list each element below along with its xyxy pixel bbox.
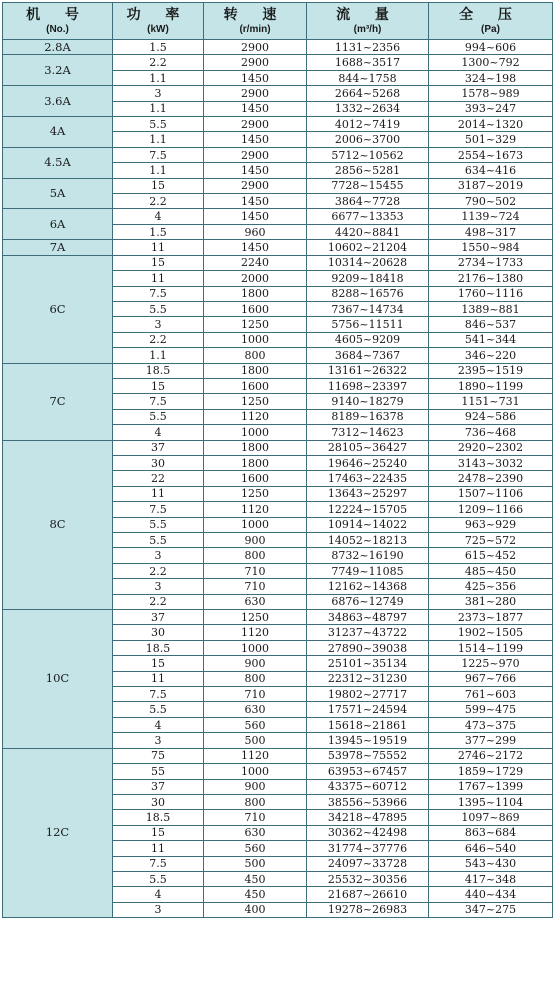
flow-cell: 13161~26322 bbox=[307, 363, 429, 378]
flow-cell: 13643~25297 bbox=[307, 486, 429, 501]
power-cell: 75 bbox=[113, 748, 204, 763]
pressure-cell: 377~299 bbox=[429, 733, 553, 748]
power-cell: 4 bbox=[113, 887, 204, 902]
table-row bbox=[3, 610, 553, 625]
pressure-cell: 381~280 bbox=[429, 594, 553, 609]
pressure-cell: 846~537 bbox=[429, 317, 553, 332]
header-power-label: 功 率 bbox=[126, 6, 190, 23]
pressure-cell: 634~416 bbox=[429, 163, 553, 178]
model-cell: 7A bbox=[3, 240, 113, 255]
header-power bbox=[113, 3, 204, 40]
pressure-cell: 1760~1116 bbox=[429, 286, 553, 301]
flow-cell: 27890~39038 bbox=[307, 640, 429, 655]
table-row bbox=[3, 55, 553, 70]
power-cell: 3 bbox=[113, 733, 204, 748]
power-cell: 7.5 bbox=[113, 687, 204, 702]
header-model-label: 机 号 bbox=[26, 6, 89, 23]
flow-cell: 7312~14623 bbox=[307, 425, 429, 440]
speed-cell: 1120 bbox=[204, 625, 307, 640]
power-cell: 5.5 bbox=[113, 517, 204, 532]
speed-cell: 710 bbox=[204, 579, 307, 594]
pressure-cell: 1097~869 bbox=[429, 810, 553, 825]
pressure-cell: 1389~881 bbox=[429, 301, 553, 316]
speed-cell: 630 bbox=[204, 825, 307, 840]
flow-cell: 4012~7419 bbox=[307, 117, 429, 132]
power-cell: 5.5 bbox=[113, 702, 204, 717]
header-power-unit: (kW) bbox=[147, 23, 169, 35]
header-row bbox=[3, 3, 553, 40]
flow-cell: 63953~67457 bbox=[307, 764, 429, 779]
flow-cell: 34218~47895 bbox=[307, 810, 429, 825]
flow-cell: 25532~30356 bbox=[307, 871, 429, 886]
power-cell: 3 bbox=[113, 548, 204, 563]
pressure-cell: 2014~1320 bbox=[429, 117, 553, 132]
power-cell: 15 bbox=[113, 378, 204, 393]
model-cell: 6A bbox=[3, 209, 113, 240]
power-cell: 5.5 bbox=[113, 117, 204, 132]
power-cell: 2.2 bbox=[113, 332, 204, 347]
model-cell: 4.5A bbox=[3, 147, 113, 178]
power-cell: 3 bbox=[113, 902, 204, 917]
power-cell: 3 bbox=[113, 317, 204, 332]
flow-cell: 25101~35134 bbox=[307, 656, 429, 671]
power-cell: 11 bbox=[113, 240, 204, 255]
table-row bbox=[3, 240, 553, 255]
pressure-cell: 2395~1519 bbox=[429, 363, 553, 378]
power-cell: 30 bbox=[113, 794, 204, 809]
speed-cell: 1600 bbox=[204, 378, 307, 393]
speed-cell: 1250 bbox=[204, 486, 307, 501]
pressure-cell: 2734~1733 bbox=[429, 255, 553, 270]
speed-cell: 2900 bbox=[204, 55, 307, 70]
speed-cell: 1800 bbox=[204, 286, 307, 301]
power-cell: 7.5 bbox=[113, 394, 204, 409]
pressure-cell: 1767~1399 bbox=[429, 779, 553, 794]
power-cell: 11 bbox=[113, 671, 204, 686]
fan-spec-table bbox=[2, 2, 553, 918]
speed-cell: 1450 bbox=[204, 101, 307, 116]
speed-cell: 800 bbox=[204, 548, 307, 563]
power-cell: 7.5 bbox=[113, 856, 204, 871]
table-row bbox=[3, 255, 553, 270]
flow-cell: 2856~5281 bbox=[307, 163, 429, 178]
pressure-cell: 1151~731 bbox=[429, 394, 553, 409]
speed-cell: 2900 bbox=[204, 117, 307, 132]
pressure-cell: 485~450 bbox=[429, 563, 553, 578]
flow-cell: 2664~5268 bbox=[307, 86, 429, 101]
pressure-cell: 790~502 bbox=[429, 194, 553, 209]
power-cell: 30 bbox=[113, 625, 204, 640]
power-cell: 5.5 bbox=[113, 533, 204, 548]
pressure-cell: 3143~3032 bbox=[429, 455, 553, 470]
flow-cell: 17571~24594 bbox=[307, 702, 429, 717]
flow-cell: 30362~42498 bbox=[307, 825, 429, 840]
flow-cell: 844~1758 bbox=[307, 70, 429, 85]
pressure-cell: 725~572 bbox=[429, 533, 553, 548]
speed-cell: 1000 bbox=[204, 332, 307, 347]
flow-cell: 22312~31230 bbox=[307, 671, 429, 686]
model-cell: 3.2A bbox=[3, 55, 113, 86]
flow-cell: 19278~26983 bbox=[307, 902, 429, 917]
speed-cell: 1450 bbox=[204, 70, 307, 85]
pressure-cell: 963~929 bbox=[429, 517, 553, 532]
model-cell: 6C bbox=[3, 255, 113, 363]
power-cell: 11 bbox=[113, 841, 204, 856]
flow-cell: 8288~16576 bbox=[307, 286, 429, 301]
speed-cell: 1000 bbox=[204, 425, 307, 440]
flow-cell: 8189~16378 bbox=[307, 409, 429, 424]
pressure-cell: 543~430 bbox=[429, 856, 553, 871]
power-cell: 1.1 bbox=[113, 348, 204, 363]
power-cell: 15 bbox=[113, 255, 204, 270]
speed-cell: 710 bbox=[204, 687, 307, 702]
pressure-cell: 1395~1104 bbox=[429, 794, 553, 809]
speed-cell: 500 bbox=[204, 733, 307, 748]
flow-cell: 8732~16190 bbox=[307, 548, 429, 563]
pressure-cell: 1902~1505 bbox=[429, 625, 553, 640]
speed-cell: 1450 bbox=[204, 240, 307, 255]
flow-cell: 9209~18418 bbox=[307, 271, 429, 286]
pressure-cell: 615~452 bbox=[429, 548, 553, 563]
speed-cell: 1000 bbox=[204, 517, 307, 532]
flow-cell: 3864~7728 bbox=[307, 194, 429, 209]
pressure-cell: 2478~2390 bbox=[429, 471, 553, 486]
flow-cell: 7749~11085 bbox=[307, 563, 429, 578]
flow-cell: 4420~8841 bbox=[307, 224, 429, 239]
speed-cell: 1120 bbox=[204, 409, 307, 424]
table-row bbox=[3, 147, 553, 162]
pressure-cell: 3187~2019 bbox=[429, 178, 553, 193]
speed-cell: 1250 bbox=[204, 610, 307, 625]
power-cell: 18.5 bbox=[113, 810, 204, 825]
pressure-cell: 2554~1673 bbox=[429, 147, 553, 162]
power-cell: 2.2 bbox=[113, 55, 204, 70]
pressure-cell: 599~475 bbox=[429, 702, 553, 717]
speed-cell: 1120 bbox=[204, 502, 307, 517]
pressure-cell: 501~329 bbox=[429, 132, 553, 147]
pressure-cell: 994~606 bbox=[429, 40, 553, 55]
pressure-cell: 646~540 bbox=[429, 841, 553, 856]
speed-cell: 630 bbox=[204, 702, 307, 717]
power-cell: 15 bbox=[113, 178, 204, 193]
pressure-cell: 417~348 bbox=[429, 871, 553, 886]
pressure-cell: 2373~1877 bbox=[429, 610, 553, 625]
power-cell: 2.2 bbox=[113, 594, 204, 609]
power-cell: 3 bbox=[113, 579, 204, 594]
speed-cell: 400 bbox=[204, 902, 307, 917]
flow-cell: 15618~21861 bbox=[307, 717, 429, 732]
flow-cell: 7367~14734 bbox=[307, 301, 429, 316]
speed-cell: 710 bbox=[204, 810, 307, 825]
power-cell: 7.5 bbox=[113, 147, 204, 162]
speed-cell: 2240 bbox=[204, 255, 307, 270]
model-cell: 3.6A bbox=[3, 86, 113, 117]
pressure-cell: 1578~989 bbox=[429, 86, 553, 101]
watermark-text: 1h.com/1.alibaba.com bbox=[292, 945, 436, 959]
speed-cell: 2900 bbox=[204, 147, 307, 162]
flow-cell: 12162~14368 bbox=[307, 579, 429, 594]
speed-cell: 1000 bbox=[204, 764, 307, 779]
power-cell: 4 bbox=[113, 209, 204, 224]
power-cell: 1.1 bbox=[113, 163, 204, 178]
table-row bbox=[3, 748, 553, 763]
table-row bbox=[3, 178, 553, 193]
power-cell: 1.1 bbox=[113, 70, 204, 85]
power-cell: 18.5 bbox=[113, 363, 204, 378]
power-cell: 4 bbox=[113, 425, 204, 440]
power-cell: 15 bbox=[113, 825, 204, 840]
speed-cell: 900 bbox=[204, 656, 307, 671]
pressure-cell: 473~375 bbox=[429, 717, 553, 732]
power-cell: 18.5 bbox=[113, 640, 204, 655]
pressure-cell: 1507~1106 bbox=[429, 486, 553, 501]
flow-cell: 28105~36427 bbox=[307, 440, 429, 455]
header-flow-unit: (m³/h) bbox=[353, 23, 382, 35]
pressure-cell: 393~247 bbox=[429, 101, 553, 116]
pressure-cell: 1550~984 bbox=[429, 240, 553, 255]
flow-cell: 10314~20628 bbox=[307, 255, 429, 270]
pressure-cell: 347~275 bbox=[429, 902, 553, 917]
flow-cell: 4605~9209 bbox=[307, 332, 429, 347]
pressure-cell: 1139~724 bbox=[429, 209, 553, 224]
power-cell: 5.5 bbox=[113, 409, 204, 424]
flow-cell: 53978~75552 bbox=[307, 748, 429, 763]
flow-cell: 14052~18213 bbox=[307, 533, 429, 548]
header-pressure-label: 全 压 bbox=[459, 6, 522, 23]
model-cell: 8C bbox=[3, 440, 113, 609]
power-cell: 7.5 bbox=[113, 286, 204, 301]
power-cell: 1.5 bbox=[113, 40, 204, 55]
power-cell: 30 bbox=[113, 455, 204, 470]
model-cell: 5A bbox=[3, 178, 113, 209]
pressure-cell: 425~356 bbox=[429, 579, 553, 594]
model-cell: 4A bbox=[3, 117, 113, 148]
flow-cell: 24097~33728 bbox=[307, 856, 429, 871]
pressure-cell: 1890~1199 bbox=[429, 378, 553, 393]
flow-cell: 1131~2356 bbox=[307, 40, 429, 55]
speed-cell: 630 bbox=[204, 594, 307, 609]
power-cell: 1.1 bbox=[113, 101, 204, 116]
speed-cell: 1600 bbox=[204, 471, 307, 486]
power-cell: 11 bbox=[113, 271, 204, 286]
header-flow bbox=[307, 3, 429, 40]
pressure-cell: 761~603 bbox=[429, 687, 553, 702]
header-speed-label: 转 速 bbox=[223, 6, 287, 23]
speed-cell: 800 bbox=[204, 794, 307, 809]
model-cell: 10C bbox=[3, 610, 113, 749]
header-speed-unit: (r/min) bbox=[239, 23, 271, 35]
flow-cell: 10914~14022 bbox=[307, 517, 429, 532]
speed-cell: 900 bbox=[204, 779, 307, 794]
power-cell: 3 bbox=[113, 86, 204, 101]
power-cell: 15 bbox=[113, 656, 204, 671]
power-cell: 4 bbox=[113, 717, 204, 732]
table-body bbox=[3, 40, 553, 918]
flow-cell: 1688~3517 bbox=[307, 55, 429, 70]
speed-cell: 450 bbox=[204, 887, 307, 902]
speed-cell: 1800 bbox=[204, 455, 307, 470]
power-cell: 37 bbox=[113, 610, 204, 625]
pressure-cell: 2920~2302 bbox=[429, 440, 553, 455]
speed-cell: 1800 bbox=[204, 440, 307, 455]
power-cell: 2.2 bbox=[113, 563, 204, 578]
flow-cell: 19646~25240 bbox=[307, 455, 429, 470]
flow-cell: 34863~48797 bbox=[307, 610, 429, 625]
pressure-cell: 1209~1166 bbox=[429, 502, 553, 517]
model-cell: 12C bbox=[3, 748, 113, 917]
flow-cell: 6677~13353 bbox=[307, 209, 429, 224]
header-pressure bbox=[429, 3, 553, 40]
pressure-cell: 1859~1729 bbox=[429, 764, 553, 779]
flow-cell: 12224~15705 bbox=[307, 502, 429, 517]
pressure-cell: 1300~792 bbox=[429, 55, 553, 70]
speed-cell: 800 bbox=[204, 348, 307, 363]
flow-cell: 9140~18279 bbox=[307, 394, 429, 409]
speed-cell: 1450 bbox=[204, 209, 307, 224]
pressure-cell: 1225~970 bbox=[429, 656, 553, 671]
flow-cell: 43375~60712 bbox=[307, 779, 429, 794]
power-cell: 37 bbox=[113, 779, 204, 794]
flow-cell: 6876~12749 bbox=[307, 594, 429, 609]
pressure-cell: 440~434 bbox=[429, 887, 553, 902]
pressure-cell: 736~468 bbox=[429, 425, 553, 440]
pressure-cell: 863~684 bbox=[429, 825, 553, 840]
speed-cell: 900 bbox=[204, 533, 307, 548]
flow-cell: 21687~26610 bbox=[307, 887, 429, 902]
table-row bbox=[3, 209, 553, 224]
flow-cell: 17463~22435 bbox=[307, 471, 429, 486]
header-pressure-unit: (Pa) bbox=[481, 23, 500, 35]
speed-cell: 1250 bbox=[204, 394, 307, 409]
header-flow-label: 流 量 bbox=[336, 6, 399, 23]
power-cell: 2.2 bbox=[113, 194, 204, 209]
table-row bbox=[3, 363, 553, 378]
model-cell: 7C bbox=[3, 363, 113, 440]
speed-cell: 2000 bbox=[204, 271, 307, 286]
flow-cell: 2006~3700 bbox=[307, 132, 429, 147]
pressure-cell: 541~344 bbox=[429, 332, 553, 347]
flow-cell: 1332~2634 bbox=[307, 101, 429, 116]
speed-cell: 1450 bbox=[204, 132, 307, 147]
speed-cell: 1600 bbox=[204, 301, 307, 316]
speed-cell: 560 bbox=[204, 841, 307, 856]
pressure-cell: 924~586 bbox=[429, 409, 553, 424]
pressure-cell: 324~198 bbox=[429, 70, 553, 85]
speed-cell: 450 bbox=[204, 871, 307, 886]
table-row bbox=[3, 117, 553, 132]
flow-cell: 10602~21204 bbox=[307, 240, 429, 255]
speed-cell: 1800 bbox=[204, 363, 307, 378]
pressure-cell: 1514~1199 bbox=[429, 640, 553, 655]
flow-cell: 5756~11511 bbox=[307, 317, 429, 332]
speed-cell: 2900 bbox=[204, 40, 307, 55]
flow-cell: 5712~10562 bbox=[307, 147, 429, 162]
pressure-cell: 498~317 bbox=[429, 224, 553, 239]
power-cell: 22 bbox=[113, 471, 204, 486]
table-header bbox=[3, 3, 553, 40]
speed-cell: 560 bbox=[204, 717, 307, 732]
flow-cell: 19802~27717 bbox=[307, 687, 429, 702]
power-cell: 11 bbox=[113, 486, 204, 501]
flow-cell: 13945~19519 bbox=[307, 733, 429, 748]
power-cell: 1.5 bbox=[113, 224, 204, 239]
power-cell: 55 bbox=[113, 764, 204, 779]
pressure-cell: 2746~2172 bbox=[429, 748, 553, 763]
power-cell: 1.1 bbox=[113, 132, 204, 147]
pressure-cell: 346~220 bbox=[429, 348, 553, 363]
power-cell: 5.5 bbox=[113, 871, 204, 886]
speed-cell: 1120 bbox=[204, 748, 307, 763]
flow-cell: 31774~37776 bbox=[307, 841, 429, 856]
power-cell: 37 bbox=[113, 440, 204, 455]
speed-cell: 1450 bbox=[204, 163, 307, 178]
speed-cell: 710 bbox=[204, 563, 307, 578]
pressure-cell: 2176~1380 bbox=[429, 271, 553, 286]
speed-cell: 500 bbox=[204, 856, 307, 871]
speed-cell: 960 bbox=[204, 224, 307, 239]
power-cell: 5.5 bbox=[113, 301, 204, 316]
speed-cell: 800 bbox=[204, 671, 307, 686]
flow-cell: 38556~53966 bbox=[307, 794, 429, 809]
flow-cell: 31237~43722 bbox=[307, 625, 429, 640]
flow-cell: 11698~23397 bbox=[307, 378, 429, 393]
speed-cell: 1250 bbox=[204, 317, 307, 332]
speed-cell: 1450 bbox=[204, 194, 307, 209]
speed-cell: 1000 bbox=[204, 640, 307, 655]
flow-cell: 3684~7367 bbox=[307, 348, 429, 363]
speed-cell: 2900 bbox=[204, 86, 307, 101]
header-model-unit: (No.) bbox=[46, 23, 69, 35]
flow-cell: 7728~15455 bbox=[307, 178, 429, 193]
speed-cell: 2900 bbox=[204, 178, 307, 193]
header-model bbox=[3, 3, 113, 40]
pressure-cell: 967~766 bbox=[429, 671, 553, 686]
power-cell: 7.5 bbox=[113, 502, 204, 517]
table-row bbox=[3, 440, 553, 455]
table-row bbox=[3, 40, 553, 55]
header-speed bbox=[204, 3, 307, 40]
model-cell: 2.8A bbox=[3, 40, 113, 55]
table-row bbox=[3, 86, 553, 101]
